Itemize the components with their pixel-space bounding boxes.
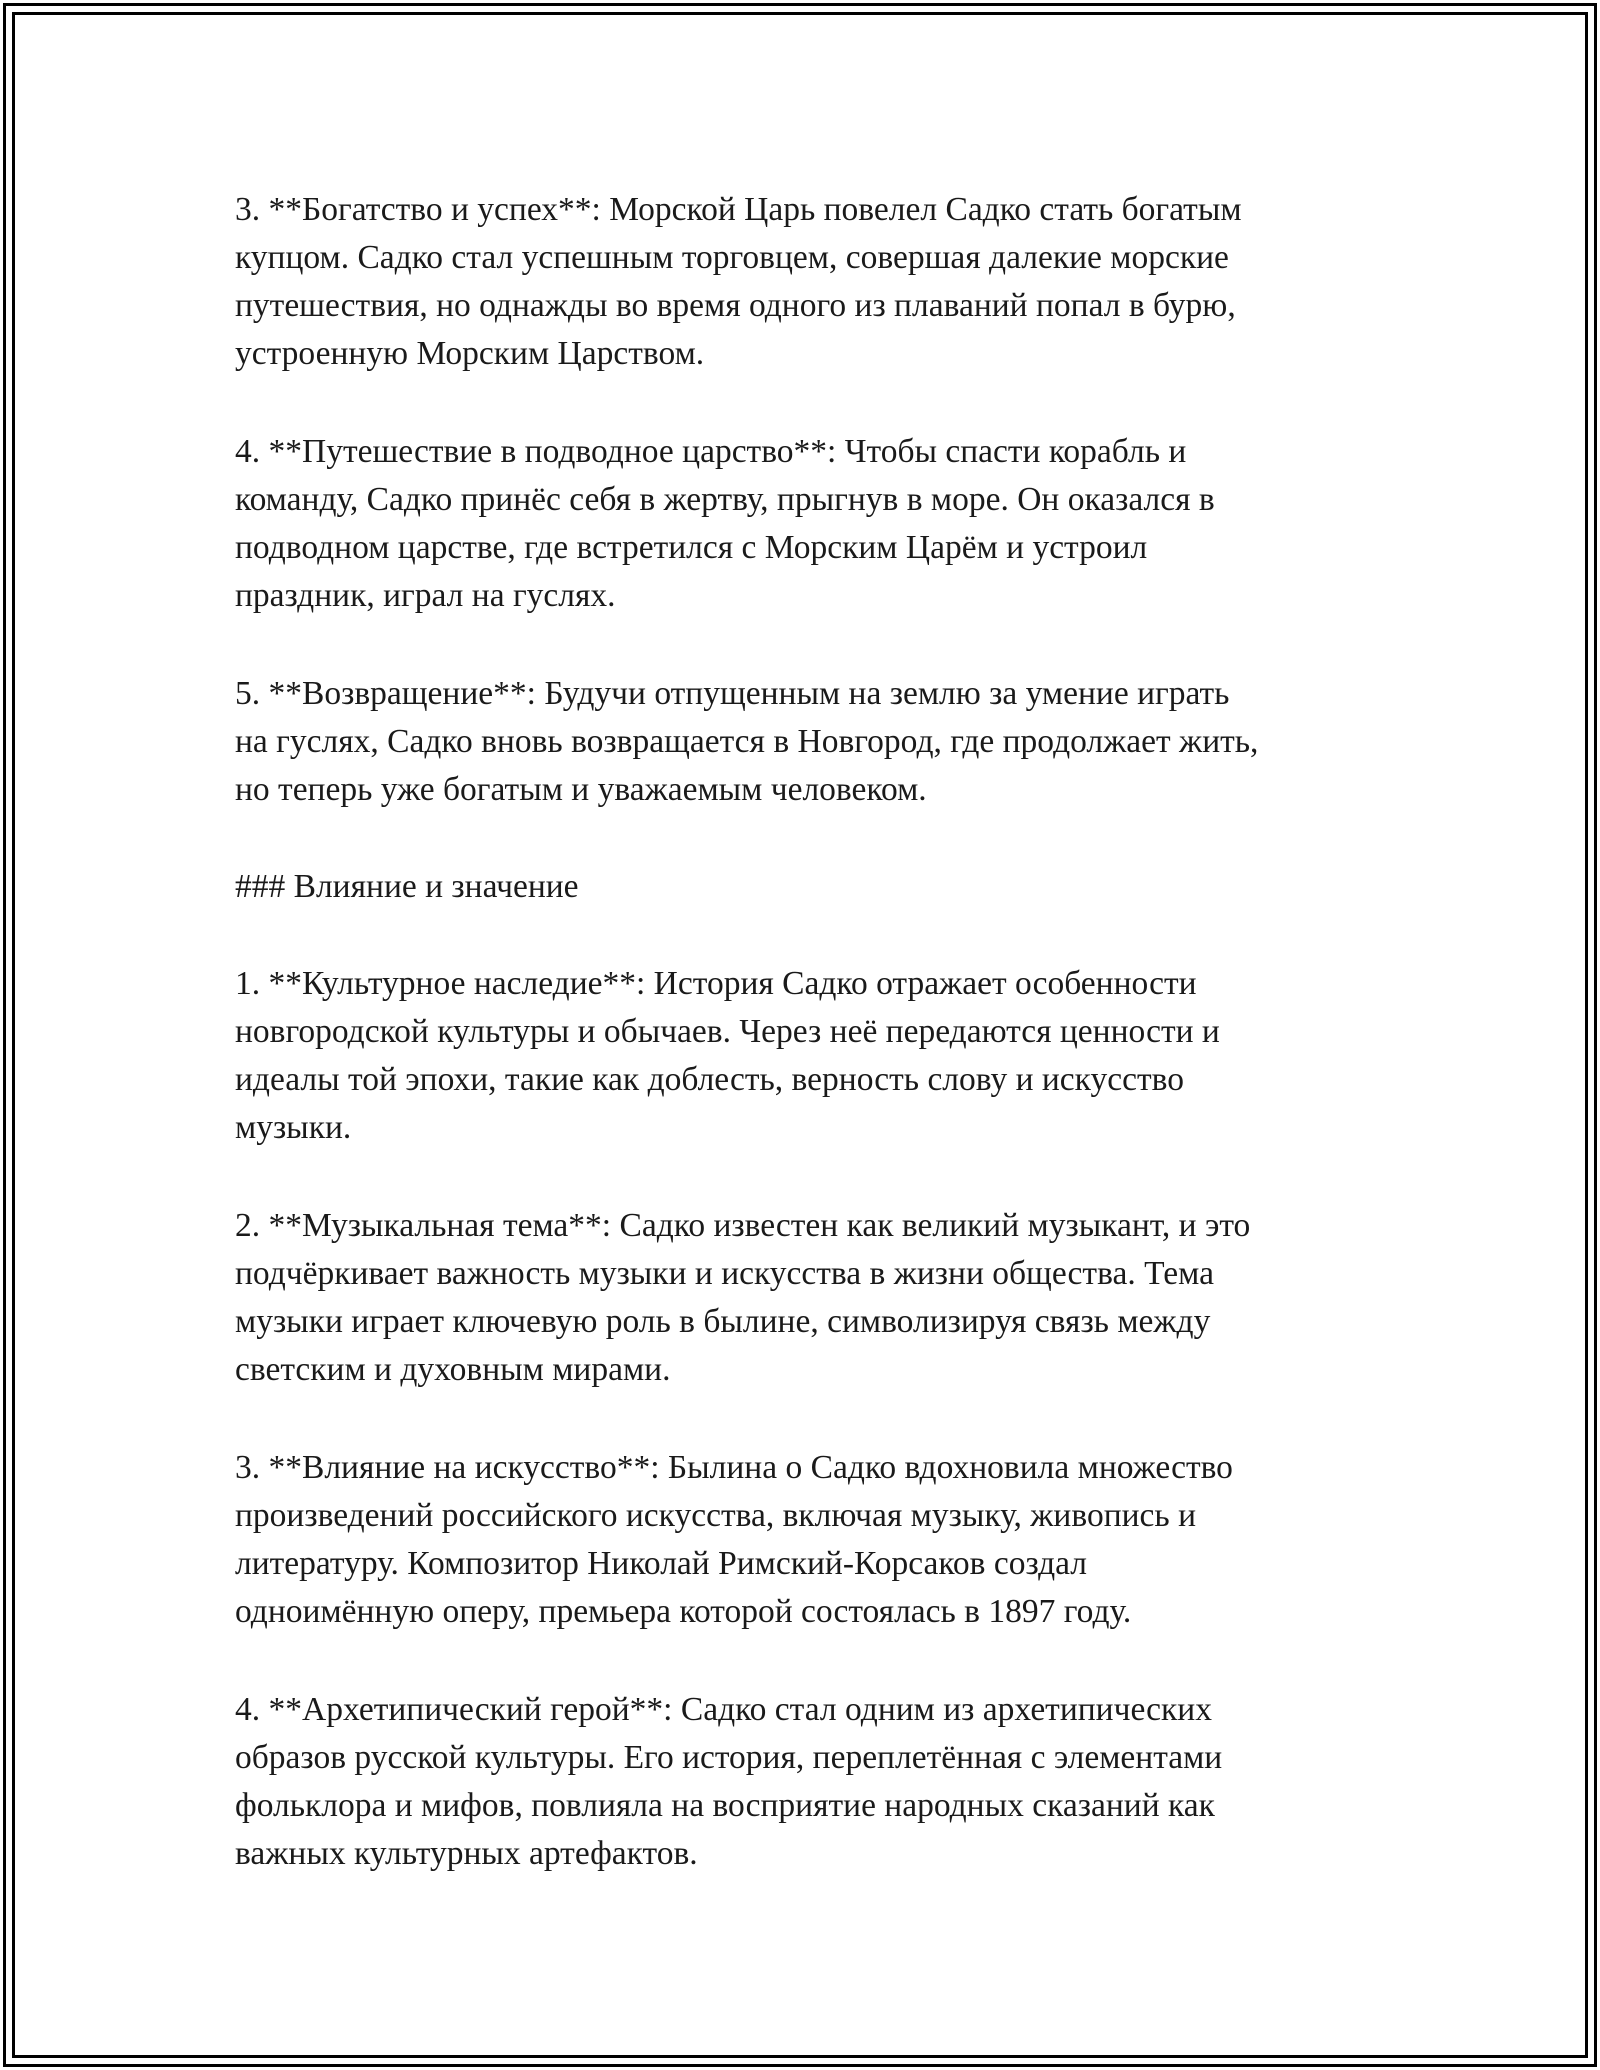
text-line: но теперь уже богатым и уважаемым человеком.	[235, 771, 927, 808]
text-line: светским и духовным мирами.	[235, 1351, 671, 1388]
heading-text: ### Влияние и значение	[235, 868, 579, 905]
text-line: купцом. Садко стал успешным торговцем, совершая далекие морские	[235, 239, 1229, 276]
text-line: на гуслях, Садко вновь возвращается в Новгород, где продолжает жить,	[235, 723, 1259, 760]
text-line: одноимённую оперу, премьера которой состоялась в 1897 году.	[235, 1593, 1132, 1630]
text-line: литературу. Композитор Николай Римский-Корсаков создал	[235, 1545, 1088, 1582]
text-line: устроенную Морским Царством.	[235, 335, 705, 372]
text-line: 3. **Влияние на искусство**: Былина о Садко вдохновила множество	[235, 1449, 1233, 1486]
text-line: музыки играет ключевую роль в былине, символизируя связь между	[235, 1303, 1211, 1340]
text-line: 4. **Архетипический герой**: Садко стал одним из архетипических	[235, 1691, 1212, 1728]
text-line: подчёркивает важность музыки и искусства в жизни общества. Тема	[235, 1255, 1214, 1292]
text-line: новгородской культуры и обычаев. Через неё передаются ценности и	[235, 1013, 1220, 1050]
text-line: музыки.	[235, 1109, 352, 1146]
text-line: 4. **Путешествие в подводное царство**: Чтобы спасти корабль и	[235, 433, 1187, 470]
text-line: 2. **Музыкальная тема**: Садко известен как великий музыкант, и это	[235, 1207, 1251, 1244]
text-line: идеалы той эпохи, такие как доблесть, верность слову и искусство	[235, 1061, 1184, 1098]
text-line: путешествия, но однажды во время одного из плаваний попал в бурю,	[235, 287, 1236, 324]
text-line: произведений российского искусства, включая музыку, живопись и	[235, 1497, 1196, 1534]
text-line: команду, Садко принёс себя в жертву, прыгнув в море. Он оказался в	[235, 481, 1215, 518]
text-line: подводном царстве, где встретился с Морским Царём и устроил	[235, 529, 1148, 566]
text-line: фольклора и мифов, повлияла на восприятие народных сказаний как	[235, 1787, 1215, 1824]
text-line: важных культурных артефактов.	[235, 1835, 698, 1872]
text-line: 3. **Богатство и успех**: Морской Царь повелел Садко стать богатым	[235, 191, 1242, 228]
text-line: праздник, играл на гуслях.	[235, 577, 616, 614]
text-line: 1. **Культурное наследие**: История Садко отражает особенности	[235, 965, 1197, 1002]
text-line: образов русской культуры. Его история, переплетённая с элементами	[235, 1739, 1223, 1776]
text-line: 5. **Возвращение**: Будучи отпущенным на землю за умение играть	[235, 675, 1230, 712]
